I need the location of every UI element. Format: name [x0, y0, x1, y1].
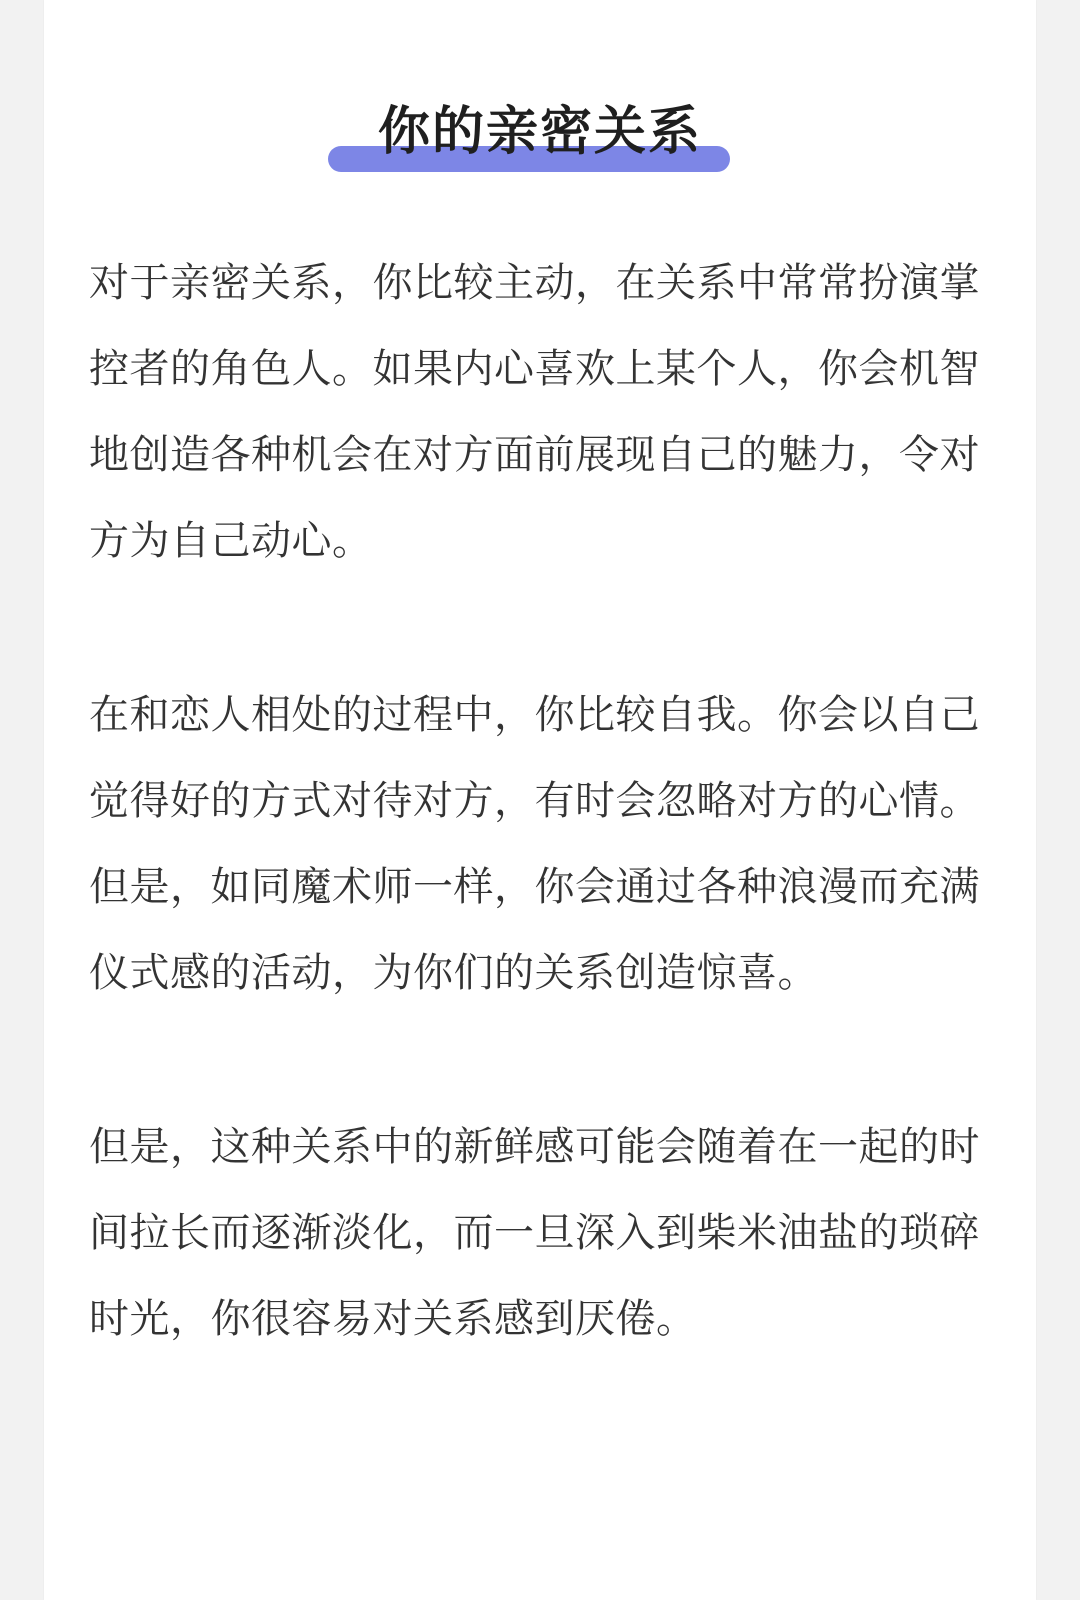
- paragraph-1: 对于亲密关系，你比较主动，在关系中常常扮演掌控者的角色人。如果内心喜欢上某个人，你会机智地创造各种机会在对方面前展现自己的魅力，令对方为自己动心。: [89, 260, 980, 564]
- section-header: [44, 98, 1036, 188]
- section-title: 你的亲密关系: [377, 102, 702, 162]
- content-card: [44, 0, 1036, 1600]
- paragraph-2: 在和恋人相处的过程中，你比较自我。你会以自己觉得好的方式对待对方，有时会忽略对方的心情。但是，如同魔术师一样，你会通过各种浪漫而充满仪式感的活动，为你们的关系创造惊喜。: [89, 692, 980, 996]
- article-body: [89, 240, 989, 1450]
- paragraph-3: 但是，这种关系中的新鲜感可能会随着在一起的时间拉长而逐渐淡化，而一旦深入到柴米油盐的琐碎时光，你很容易对关系感到厌倦。: [89, 1124, 980, 1342]
